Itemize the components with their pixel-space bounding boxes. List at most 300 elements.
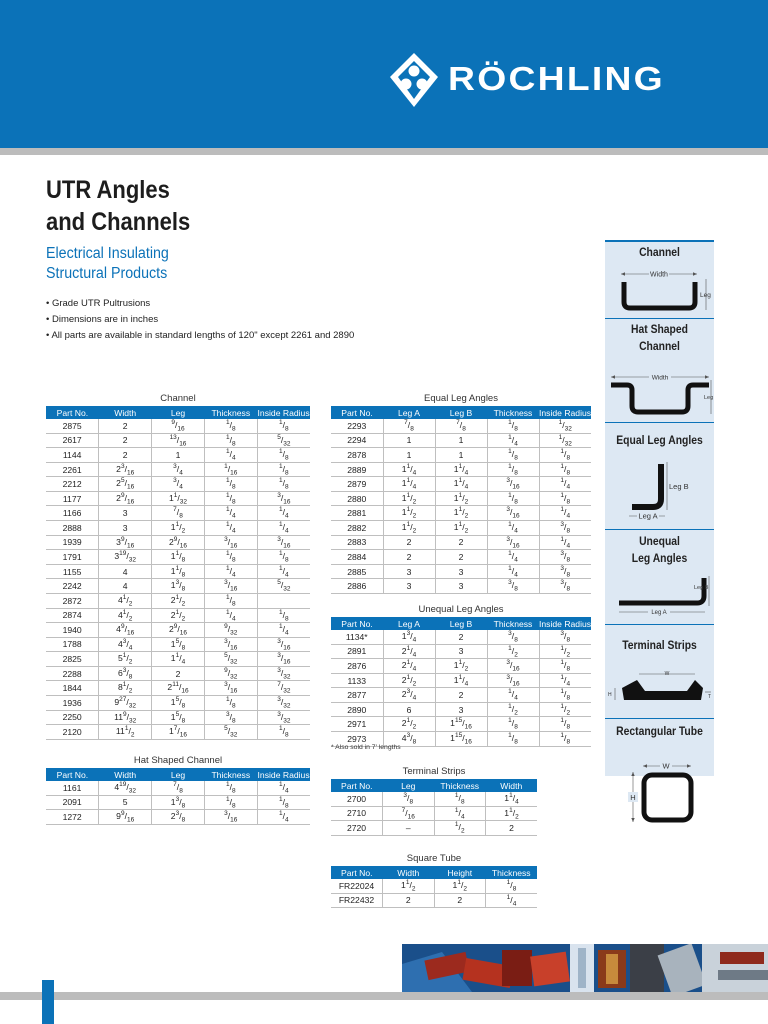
table-row bbox=[331, 893, 537, 908]
table-cell: $1^3/_8$ bbox=[152, 579, 205, 594]
leg-a-dim-label: Leg A bbox=[651, 610, 667, 616]
table-cell: $^1/_8$ bbox=[486, 879, 538, 893]
table-cell: 2885 bbox=[331, 564, 383, 579]
table-cell: $^1/_8$ bbox=[204, 477, 257, 492]
table-row bbox=[331, 491, 591, 506]
table-cell: $1^1/_2$ bbox=[383, 491, 435, 506]
equal-leg-angles-table bbox=[331, 392, 591, 594]
table-cell: $^5/_{32}$ bbox=[204, 652, 257, 667]
product-photo-strip bbox=[402, 944, 768, 992]
feature-item: • Dimensions are in inches bbox=[46, 312, 354, 328]
table-cell: $^1/_8$ bbox=[539, 717, 591, 732]
table-cell: $^1/_8$ bbox=[204, 550, 257, 565]
column-header: Inside Radius bbox=[539, 618, 591, 629]
column-header: Part No. bbox=[331, 617, 383, 630]
table-cell: $^3/_{16}$ bbox=[487, 506, 539, 521]
table-caption: Square Tube bbox=[331, 852, 537, 866]
column-header: Leg B bbox=[435, 406, 487, 419]
table-cell: $^{13}/_{16}$ bbox=[152, 433, 205, 448]
table-cell: 2120 bbox=[46, 725, 99, 740]
table-cell: 2889 bbox=[331, 462, 383, 477]
table-row bbox=[46, 550, 310, 565]
table-cell: $^1/_4$ bbox=[257, 810, 310, 825]
table-cell: 2261 bbox=[46, 462, 99, 477]
table-cell: $^1/_8$ bbox=[487, 717, 539, 732]
table-cell: $^3/_4$ bbox=[152, 462, 205, 477]
table-cell: $1^5/_8$ bbox=[152, 637, 205, 652]
table-cell: 2881 bbox=[331, 506, 383, 521]
table-cell: $^9/_{32}$ bbox=[204, 623, 257, 638]
table-cell: 2971 bbox=[331, 717, 383, 732]
hat-channel-profile-diagram bbox=[605, 366, 714, 422]
divider bbox=[605, 318, 714, 319]
table-cell: 1 bbox=[383, 433, 435, 448]
table-cell: $2^1/_2$ bbox=[152, 593, 205, 608]
column-header: Width bbox=[486, 779, 538, 792]
table-cell: 2 bbox=[383, 893, 435, 908]
table-row bbox=[46, 652, 310, 667]
equal-leg-angle-diagram bbox=[605, 454, 714, 524]
table-cell: $^1/_8$ bbox=[204, 593, 257, 608]
table-cell: $^1/_2$ bbox=[487, 702, 539, 717]
table-cell: 2888 bbox=[46, 521, 99, 536]
table-cell: $^1/_4$ bbox=[539, 535, 591, 550]
table-cell: $^1/_8$ bbox=[257, 477, 310, 492]
table-cell: $^1/_8$ bbox=[539, 462, 591, 477]
column-header: Width bbox=[99, 406, 152, 419]
table-cell: 1844 bbox=[46, 681, 99, 696]
table-cell: $^3/_8$ bbox=[487, 579, 539, 594]
table-cell: 2700 bbox=[331, 792, 383, 806]
table-cell: $1^1/_2$ bbox=[383, 521, 435, 536]
table-cell: $^3/_{16}$ bbox=[257, 652, 310, 667]
table-cell: $^1/_2$ bbox=[434, 821, 486, 836]
table-cell: $^1/_8$ bbox=[539, 448, 591, 463]
table-cell: 2 bbox=[435, 688, 487, 703]
table-cell: 3 bbox=[435, 579, 487, 594]
table-cell: $1^3/_8$ bbox=[152, 795, 205, 810]
table-cell: $^1/_8$ bbox=[539, 688, 591, 703]
table-cell: $^1/_2$ bbox=[539, 644, 591, 659]
square-tube-table bbox=[331, 852, 537, 908]
table-cell: 1 bbox=[152, 448, 205, 463]
table-row bbox=[331, 477, 591, 492]
unequal-leg-angle-diagram bbox=[605, 572, 714, 620]
table-cell: $2^1/_2$ bbox=[152, 608, 205, 623]
table-cell: 2 bbox=[435, 550, 487, 565]
table-cell: $^5/_{32}$ bbox=[257, 579, 310, 594]
table-cell: 3 bbox=[435, 702, 487, 717]
table-cell: $^1/_8$ bbox=[204, 795, 257, 810]
footer-accent-bar bbox=[42, 980, 54, 1024]
table-cell bbox=[257, 593, 310, 608]
table-row bbox=[331, 673, 591, 688]
table-cell: 1134* bbox=[331, 630, 383, 644]
divider bbox=[605, 422, 714, 423]
table-cell: $1^1/_2$ bbox=[435, 659, 487, 674]
table-cell: $^1/_4$ bbox=[487, 433, 539, 448]
feature-item: • All parts are available in standard lengths of 120" except 2261 and 2890 bbox=[46, 328, 354, 344]
table-row bbox=[46, 521, 310, 536]
table-row bbox=[331, 579, 591, 594]
table-cell: $1^5/_8$ bbox=[152, 695, 205, 710]
divider bbox=[605, 529, 714, 530]
table-cell: 1 bbox=[435, 448, 487, 463]
table-row bbox=[46, 637, 310, 652]
column-header: Leg B bbox=[435, 617, 487, 630]
table-cell: $1^1/_2$ bbox=[434, 879, 486, 893]
table-cell: 2 bbox=[383, 535, 435, 550]
table-cell: 2 bbox=[99, 419, 152, 433]
table-cell: $^7/_8$ bbox=[383, 419, 435, 433]
column-header: Part No. bbox=[331, 779, 383, 792]
table-cell: $^3/_8$ bbox=[487, 630, 539, 644]
table-row bbox=[46, 681, 310, 696]
table-cell: $^3/_{16}$ bbox=[204, 810, 257, 825]
table-row bbox=[331, 659, 591, 674]
table-row bbox=[46, 725, 310, 740]
table-cell: $^1/_8$ bbox=[487, 732, 539, 747]
table-cell: $^7/_{32}$ bbox=[257, 681, 310, 696]
table-cell: $^1/_4$ bbox=[257, 564, 310, 579]
brand-name: RÖCHLING bbox=[448, 60, 665, 97]
table-cell: $^3/_{16}$ bbox=[487, 659, 539, 674]
table-cell: $4^3/_4$ bbox=[99, 637, 152, 652]
table-cell: $^1/_4$ bbox=[204, 521, 257, 536]
table-cell: 2288 bbox=[46, 666, 99, 681]
table-cell: $1^1/_4$ bbox=[152, 652, 205, 667]
table-cell: $1^{15}/_{16}$ bbox=[435, 717, 487, 732]
table-cell: $2^1/_4$ bbox=[383, 644, 435, 659]
table-cell: 2212 bbox=[46, 477, 99, 492]
table-cell: $9^{27}/_{32}$ bbox=[99, 695, 152, 710]
table-cell: $2^1/_2$ bbox=[383, 673, 435, 688]
column-header: Thickness bbox=[486, 866, 538, 879]
table-cell: 2825 bbox=[46, 652, 99, 667]
table-cell: $^1/_4$ bbox=[204, 564, 257, 579]
column-header: Leg bbox=[152, 768, 205, 781]
table-row bbox=[46, 666, 310, 681]
column-header: Thickness bbox=[487, 406, 539, 419]
table-cell: 2876 bbox=[331, 659, 383, 674]
table-cell: $^3/_8$ bbox=[539, 630, 591, 644]
table-cell: $^1/_8$ bbox=[487, 462, 539, 477]
feature-list bbox=[46, 296, 354, 344]
table-cell: $^1/_4$ bbox=[257, 521, 310, 536]
channel-table bbox=[46, 392, 310, 740]
table-cell: $^1/_4$ bbox=[204, 506, 257, 521]
table-cell: 2 bbox=[152, 666, 205, 681]
table-cell: $1^5/_8$ bbox=[152, 710, 205, 725]
table-cell: $^1/_8$ bbox=[204, 781, 257, 795]
table-row bbox=[331, 535, 591, 550]
table-cell: 1133 bbox=[331, 673, 383, 688]
column-header: Part No. bbox=[331, 406, 383, 419]
table-row bbox=[331, 550, 591, 565]
table-cell: $^1/_4$ bbox=[257, 506, 310, 521]
table-cell: $^1/_8$ bbox=[487, 491, 539, 506]
table-cell: 3 bbox=[99, 506, 152, 521]
table-cell: 2710 bbox=[331, 806, 383, 821]
table-cell: $^3/_{16}$ bbox=[204, 535, 257, 550]
hat-channel-diagram-label: Hat Shaped Channel bbox=[631, 324, 688, 353]
table-cell: 3 bbox=[383, 579, 435, 594]
table-cell: 1161 bbox=[46, 781, 99, 795]
rochling-emblem-icon bbox=[389, 52, 439, 108]
table-cell: 2617 bbox=[46, 433, 99, 448]
rectangular-tube-diagram-label: Rectangular Tube bbox=[616, 726, 703, 738]
table-cell: 2973 bbox=[331, 732, 383, 747]
table-cell: $^1/_4$ bbox=[539, 477, 591, 492]
table-cell: $^1/_{32}$ bbox=[539, 419, 591, 433]
terminal-strips-table bbox=[331, 765, 537, 836]
table-cell: 3 bbox=[435, 564, 487, 579]
table-cell: $^7/_8$ bbox=[152, 781, 205, 795]
table-cell: $3^{19}/_{32}$ bbox=[99, 550, 152, 565]
table-cell: $^5/_{32}$ bbox=[204, 725, 257, 740]
table-row bbox=[46, 608, 310, 623]
leg-dim-label: Leg bbox=[700, 292, 711, 299]
table-cell: 6 bbox=[383, 702, 435, 717]
table-cell: $^3/_8$ bbox=[383, 792, 435, 806]
table-cell: $1^1/_2$ bbox=[435, 521, 487, 536]
table-row bbox=[46, 535, 310, 550]
table-caption: Equal Leg Angles bbox=[331, 392, 591, 406]
table-cell: 1166 bbox=[46, 506, 99, 521]
table-cell: $1^1/_2$ bbox=[435, 506, 487, 521]
table-row bbox=[331, 506, 591, 521]
table-cell: $8^1/_2$ bbox=[99, 681, 152, 696]
profile-diagrams-panel bbox=[605, 240, 714, 802]
table-cell: $^1/_4$ bbox=[487, 521, 539, 536]
rochling-logo bbox=[389, 52, 734, 108]
table-cell: 2294 bbox=[331, 433, 383, 448]
table-cell: $1^7/_{16}$ bbox=[152, 725, 205, 740]
table-row bbox=[46, 448, 310, 463]
table-cell: 3 bbox=[383, 564, 435, 579]
column-header: Thickness bbox=[434, 779, 486, 792]
table-cell: $^1/_2$ bbox=[487, 644, 539, 659]
table-cell: $1^1/_8$ bbox=[152, 550, 205, 565]
h-dim-label: H bbox=[630, 793, 636, 802]
column-header: Leg bbox=[383, 779, 435, 792]
table-cell: 2 bbox=[486, 821, 538, 836]
leg-b-dim-label: Leg B bbox=[694, 585, 709, 591]
table-cell: 2250 bbox=[46, 710, 99, 725]
table-cell: 2880 bbox=[331, 491, 383, 506]
table-row bbox=[331, 462, 591, 477]
table-row bbox=[331, 806, 537, 821]
table-row bbox=[46, 810, 310, 825]
width-dim-label: Width bbox=[650, 271, 668, 279]
table-cell: $2^9/_{16}$ bbox=[152, 535, 205, 550]
table-caption: Terminal Strips bbox=[331, 765, 537, 779]
table-row bbox=[331, 564, 591, 579]
column-header: Thickness bbox=[204, 406, 257, 419]
table-row bbox=[46, 419, 310, 433]
footer-stripe bbox=[0, 992, 768, 1000]
w-dim-label: W bbox=[664, 671, 670, 677]
divider bbox=[605, 718, 714, 719]
equal-leg-diagram-label: Equal Leg Angles bbox=[616, 435, 703, 447]
table-cell: $2^5/_{16}$ bbox=[99, 477, 152, 492]
table-cell: $^1/_{32}$ bbox=[539, 433, 591, 448]
table-cell: $^3/_{16}$ bbox=[257, 637, 310, 652]
table-cell: $^1/_4$ bbox=[257, 781, 310, 795]
w-dim-label: W bbox=[662, 761, 670, 771]
table-cell: $^1/_4$ bbox=[539, 673, 591, 688]
table-cell: $1^1/_2$ bbox=[435, 491, 487, 506]
table-cell: $^1/_8$ bbox=[257, 608, 310, 623]
table-cell: $3^9/_{16}$ bbox=[99, 535, 152, 550]
table-cell: $^1/_4$ bbox=[539, 506, 591, 521]
table-cell: $1^3/_4$ bbox=[383, 630, 435, 644]
unequal-leg-angles-table bbox=[331, 603, 591, 747]
table-cell: $^1/_4$ bbox=[486, 893, 538, 908]
column-header: Leg A bbox=[383, 617, 435, 630]
table-cell: 2875 bbox=[46, 419, 99, 433]
table-cell: 4 bbox=[99, 564, 152, 579]
table-row bbox=[331, 433, 591, 448]
column-header: Thickness bbox=[204, 768, 257, 781]
table-cell: $^3/_4$ bbox=[152, 477, 205, 492]
table-row bbox=[331, 702, 591, 717]
table-cell: $1^1/_4$ bbox=[435, 462, 487, 477]
column-header: Part No. bbox=[331, 866, 383, 879]
table-cell: FR22432 bbox=[331, 893, 383, 908]
rectangular-tube-diagram bbox=[605, 750, 714, 840]
table-cell: $^1/_8$ bbox=[257, 795, 310, 810]
table-row bbox=[331, 644, 591, 659]
table-cell: $^1/_2$ bbox=[539, 702, 591, 717]
channel-diagram-label: Channel bbox=[639, 247, 680, 259]
column-header: Part No. bbox=[46, 768, 99, 781]
hat-channel-table bbox=[46, 754, 310, 825]
table-cell: $4^3/_8$ bbox=[383, 732, 435, 747]
table-cell: $^3/_{32}$ bbox=[257, 666, 310, 681]
table-cell: $1^1/_4$ bbox=[383, 477, 435, 492]
table-cell: 1144 bbox=[46, 448, 99, 463]
table-cell: $^1/_4$ bbox=[487, 688, 539, 703]
column-header: Width bbox=[383, 866, 435, 879]
table-cell: $^1/_8$ bbox=[434, 792, 486, 806]
table-cell: 3 bbox=[99, 521, 152, 536]
page-title: UTR Angles and Channels bbox=[46, 176, 191, 236]
table-row bbox=[331, 717, 591, 732]
table-cell: 2883 bbox=[331, 535, 383, 550]
table-row bbox=[331, 630, 591, 644]
table-cell: 2 bbox=[383, 550, 435, 565]
table-cell: $^1/_8$ bbox=[487, 448, 539, 463]
table-row bbox=[331, 879, 537, 893]
table-row bbox=[331, 688, 591, 703]
table-cell: $^1/_4$ bbox=[204, 448, 257, 463]
table-cell: $2^3/_8$ bbox=[152, 810, 205, 825]
leg-b-dim-label: Leg B bbox=[669, 482, 689, 491]
table-cell: 2886 bbox=[331, 579, 383, 594]
table-cell: 2877 bbox=[331, 688, 383, 703]
table-cell: $2^9/_{16}$ bbox=[152, 623, 205, 638]
table-cell: $^3/_{16}$ bbox=[257, 491, 310, 506]
table-cell: 1940 bbox=[46, 623, 99, 638]
table-cell: $^1/_8$ bbox=[539, 659, 591, 674]
column-header: Inside Radius bbox=[257, 769, 310, 780]
table-cell: FR22024 bbox=[331, 879, 383, 893]
table-cell: $^1/_8$ bbox=[487, 419, 539, 433]
table-row bbox=[46, 579, 310, 594]
table-cell: $^3/_{16}$ bbox=[204, 637, 257, 652]
table-cell: 2891 bbox=[331, 644, 383, 659]
table-cell: $^1/_8$ bbox=[257, 550, 310, 565]
table-cell: 3 bbox=[435, 644, 487, 659]
table-row bbox=[46, 462, 310, 477]
table-cell: 1177 bbox=[46, 491, 99, 506]
table-cell: $1^{15}/_{16}$ bbox=[435, 732, 487, 747]
table-cell: $^1/_8$ bbox=[204, 433, 257, 448]
table-caption: Unequal Leg Angles bbox=[331, 603, 591, 617]
table-cell: $^3/_{16}$ bbox=[204, 579, 257, 594]
column-header: Leg A bbox=[383, 406, 435, 419]
table-cell: $^7/_8$ bbox=[152, 506, 205, 521]
table-cell: $^1/_4$ bbox=[257, 623, 310, 638]
table-cell: $^1/_8$ bbox=[539, 491, 591, 506]
table-cell: $1^1/_2$ bbox=[383, 506, 435, 521]
table-row bbox=[46, 477, 310, 492]
table-cell: $^1/_8$ bbox=[539, 732, 591, 747]
table-row bbox=[331, 448, 591, 463]
table-row bbox=[331, 821, 537, 836]
h-dim-label: H bbox=[608, 692, 612, 698]
table-cell: $^7/_{16}$ bbox=[383, 806, 435, 821]
table-cell: 1272 bbox=[46, 810, 99, 825]
table-cell: $^3/_8$ bbox=[539, 550, 591, 565]
table-cell: 2878 bbox=[331, 448, 383, 463]
table-cell: $^1/_8$ bbox=[204, 491, 257, 506]
table-cell: $^1/_4$ bbox=[434, 806, 486, 821]
table-row bbox=[46, 795, 310, 810]
table-cell: 2 bbox=[434, 893, 486, 908]
feature-item: • Grade UTR Pultrusions bbox=[46, 296, 354, 312]
table-cell: $2^3/_{16}$ bbox=[99, 462, 152, 477]
table-cell: $^1/_8$ bbox=[257, 462, 310, 477]
table-row bbox=[46, 564, 310, 579]
table-cell: $^3/_{32}$ bbox=[257, 710, 310, 725]
table-cell: $^7/_8$ bbox=[435, 419, 487, 433]
table-cell: $2^1/_2$ bbox=[383, 717, 435, 732]
table-cell: 1791 bbox=[46, 550, 99, 565]
table-cell: 2293 bbox=[331, 419, 383, 433]
unequal-leg-diagram-label: Unequal Leg Angles bbox=[631, 536, 688, 565]
terminal-strips-diagram-label: Terminal Strips bbox=[622, 640, 697, 652]
table-cell: 2 bbox=[435, 535, 487, 550]
terminal-strip-diagram bbox=[605, 662, 714, 712]
column-header: Leg bbox=[152, 406, 205, 419]
table-cell: $2^3/_4$ bbox=[383, 688, 435, 703]
table-cell: $^1/_8$ bbox=[257, 419, 310, 433]
table-cell: $1^1/_4$ bbox=[435, 673, 487, 688]
table-cell: 1936 bbox=[46, 695, 99, 710]
table-cell: $6^3/_8$ bbox=[99, 666, 152, 681]
table-cell: $11^1/_2$ bbox=[99, 725, 152, 740]
page-subtitle: Electrical Insulating Structural Products bbox=[46, 245, 169, 282]
table-row bbox=[46, 491, 310, 506]
table-cell: $^1/_{16}$ bbox=[204, 462, 257, 477]
column-header: Width bbox=[99, 768, 152, 781]
channel-profile-diagram bbox=[605, 264, 714, 318]
table-cell: $^1/_4$ bbox=[487, 550, 539, 565]
table-cell: 1788 bbox=[46, 637, 99, 652]
table-row bbox=[331, 419, 591, 433]
